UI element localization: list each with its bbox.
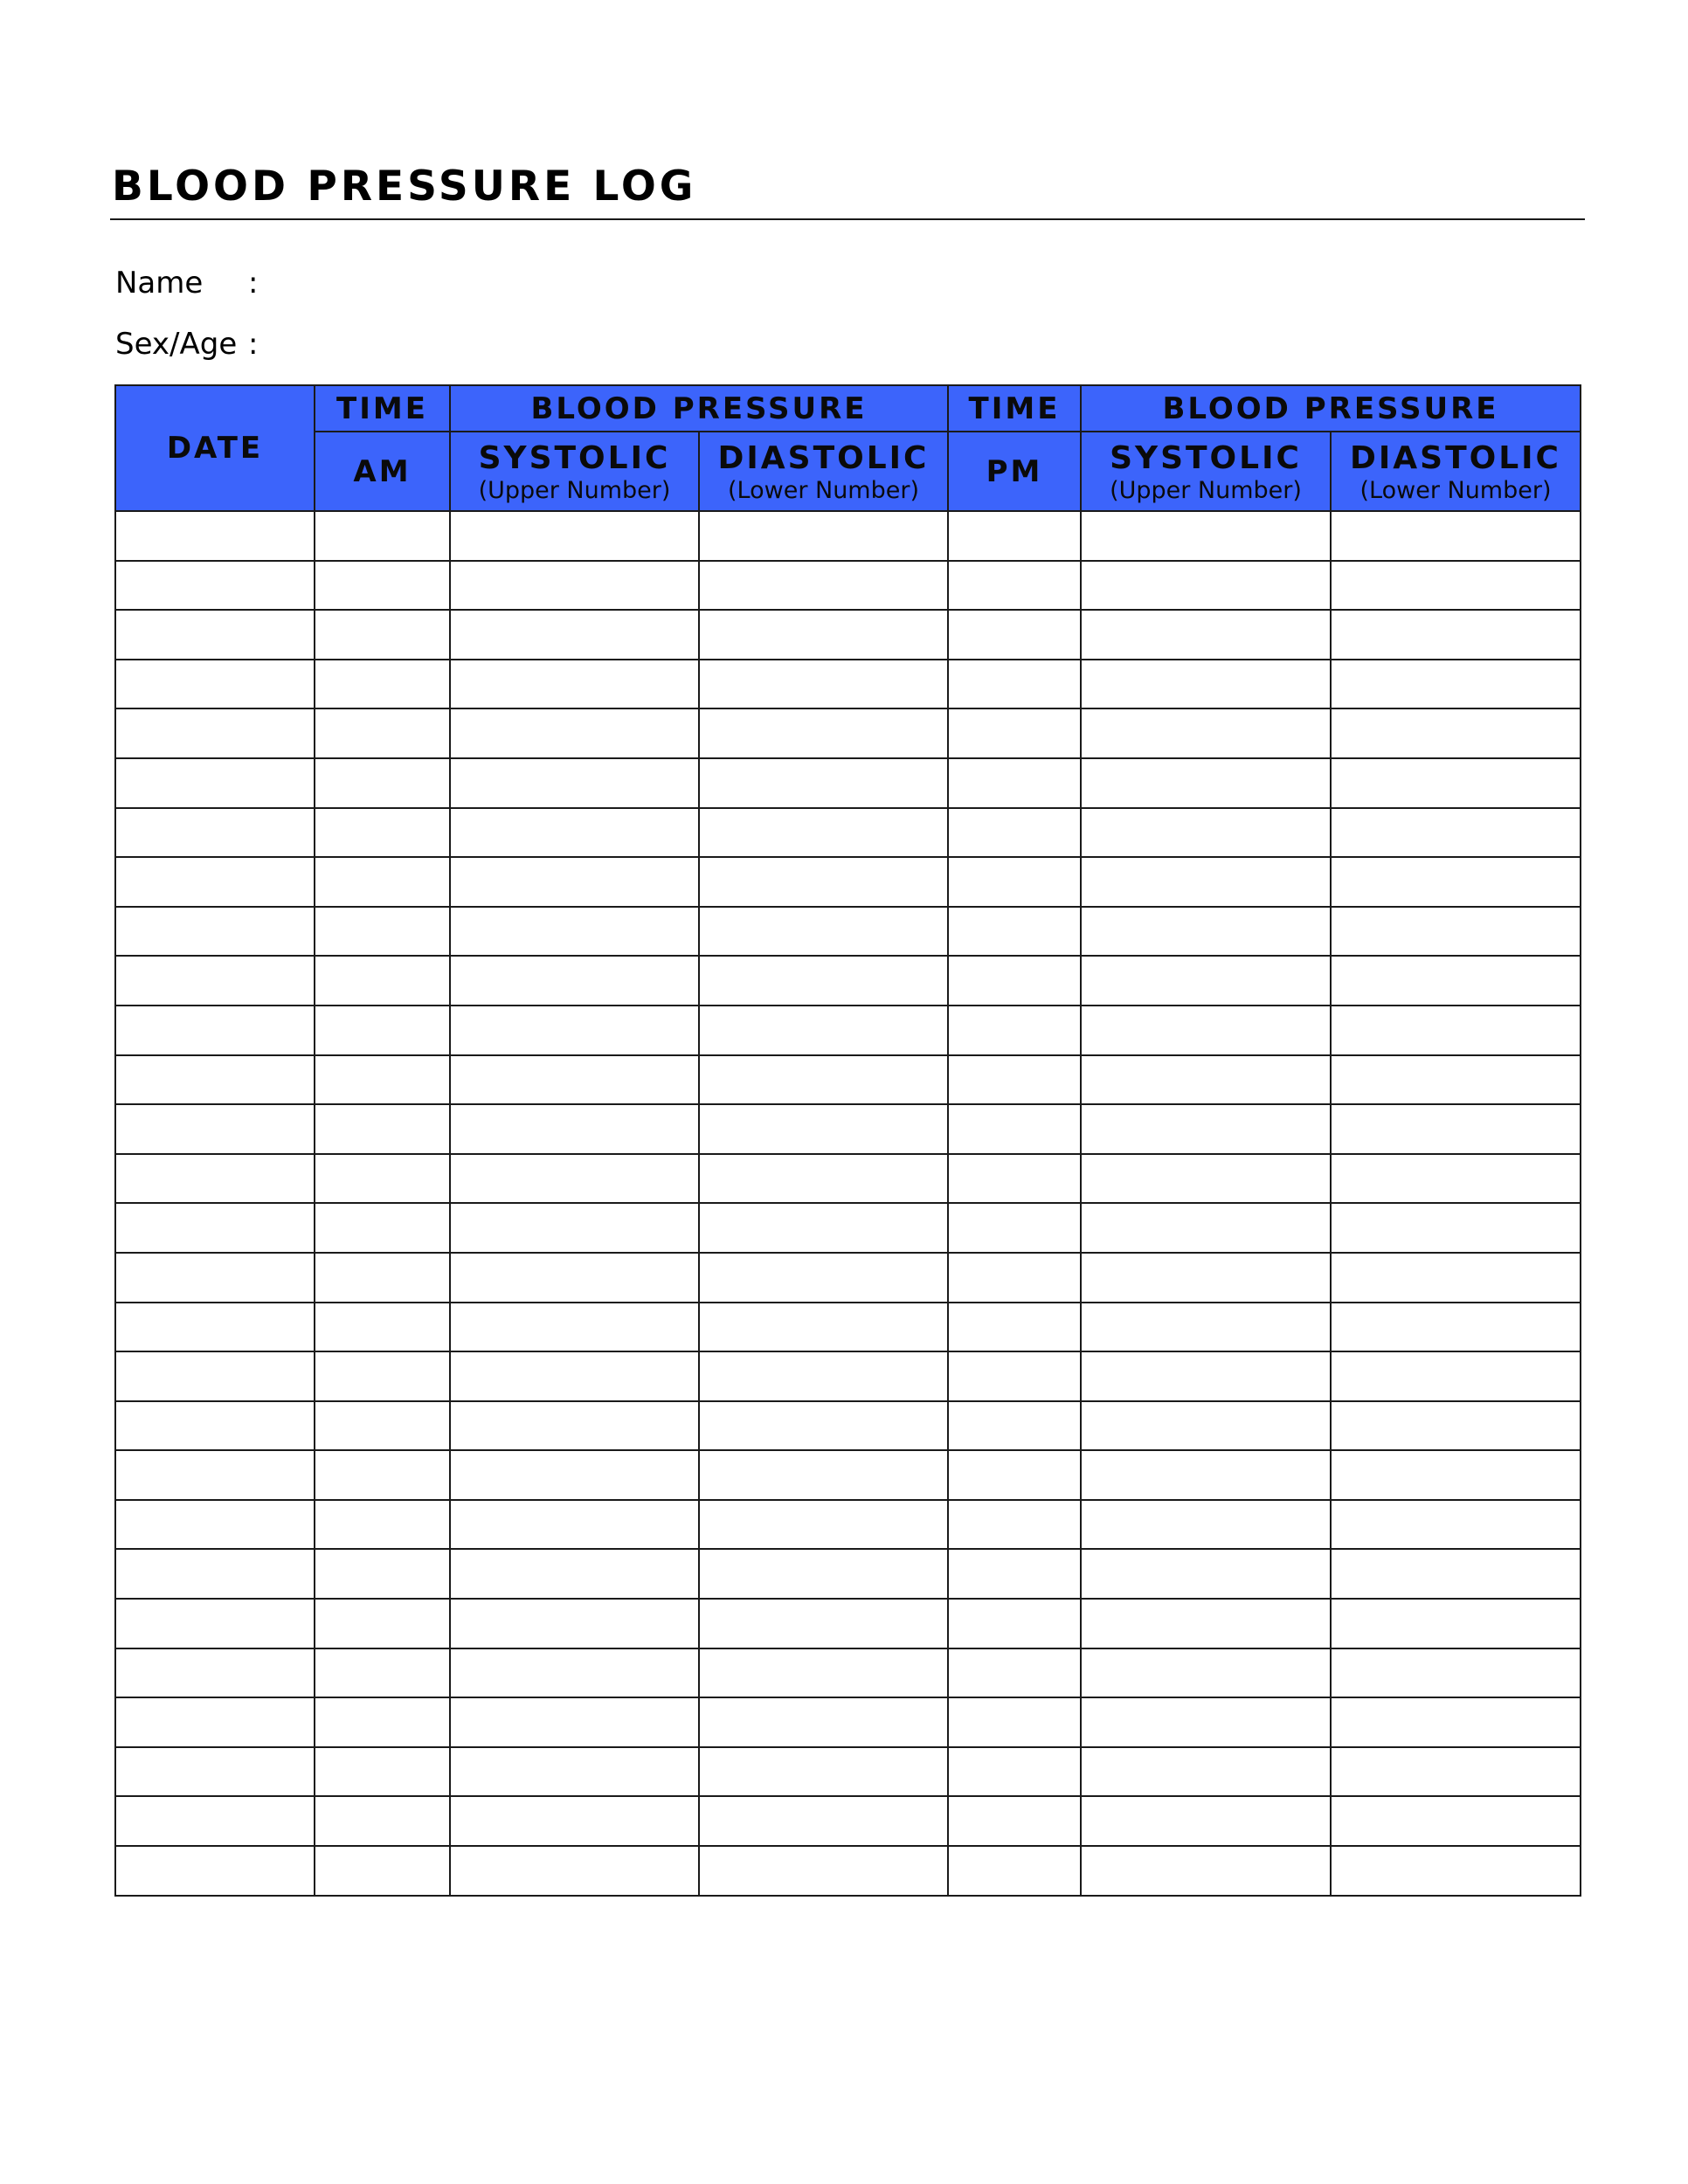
cell-am-systolic[interactable] bbox=[450, 808, 699, 858]
cell-pm-time[interactable] bbox=[948, 1401, 1081, 1451]
header-time-pm: TIME bbox=[948, 385, 1081, 432]
cell-pm-diastolic[interactable] bbox=[1331, 1303, 1581, 1352]
cell-am-time[interactable] bbox=[315, 1104, 450, 1154]
cell-date[interactable] bbox=[115, 1796, 315, 1846]
cell-am-time[interactable] bbox=[315, 708, 450, 758]
cell-date[interactable] bbox=[115, 1351, 315, 1401]
cell-pm-systolic[interactable] bbox=[1081, 1747, 1331, 1797]
sex-age-label: Sex/Age bbox=[115, 327, 238, 362]
cell-pm-systolic[interactable] bbox=[1081, 610, 1331, 660]
cell-am-time[interactable] bbox=[315, 1006, 450, 1055]
table-row bbox=[115, 1796, 1581, 1846]
cell-am-diastolic[interactable] bbox=[699, 808, 948, 858]
cell-am-time[interactable] bbox=[315, 1303, 450, 1352]
cell-pm-time[interactable] bbox=[948, 1599, 1081, 1648]
table-header bbox=[115, 385, 1581, 511]
cell-pm-time[interactable] bbox=[948, 1253, 1081, 1303]
cell-am-systolic[interactable] bbox=[450, 1796, 699, 1846]
cell-date[interactable] bbox=[115, 561, 315, 611]
cell-pm-diastolic[interactable] bbox=[1331, 956, 1581, 1006]
cell-date[interactable] bbox=[115, 708, 315, 758]
cell-am-systolic[interactable] bbox=[450, 1401, 699, 1451]
table-row bbox=[115, 1154, 1581, 1204]
table-row bbox=[115, 660, 1581, 709]
cell-am-time[interactable] bbox=[315, 1549, 450, 1599]
cell-date[interactable] bbox=[115, 956, 315, 1006]
cell-date[interactable] bbox=[115, 1549, 315, 1599]
cell-pm-diastolic[interactable] bbox=[1331, 1796, 1581, 1846]
cell-pm-systolic[interactable] bbox=[1081, 1351, 1331, 1401]
cell-date[interactable] bbox=[115, 907, 315, 957]
cell-am-diastolic[interactable] bbox=[699, 1450, 948, 1500]
cell-pm-time[interactable] bbox=[948, 1747, 1081, 1797]
cell-date[interactable] bbox=[115, 1303, 315, 1352]
cell-am-time[interactable] bbox=[315, 1351, 450, 1401]
blood-pressure-table bbox=[114, 384, 1581, 1897]
cell-date[interactable] bbox=[115, 1154, 315, 1204]
diastolic-note: (Lower Number) bbox=[728, 476, 919, 504]
cell-pm-systolic[interactable] bbox=[1081, 808, 1331, 858]
cell-am-diastolic[interactable] bbox=[699, 1697, 948, 1747]
cell-pm-diastolic[interactable] bbox=[1331, 660, 1581, 709]
cell-am-time[interactable] bbox=[315, 1747, 450, 1797]
table-row bbox=[115, 708, 1581, 758]
cell-am-systolic[interactable] bbox=[450, 956, 699, 1006]
cell-pm-systolic[interactable] bbox=[1081, 1500, 1331, 1550]
cell-am-diastolic[interactable] bbox=[699, 1401, 948, 1451]
cell-am-diastolic[interactable] bbox=[699, 1599, 948, 1648]
cell-am-time[interactable] bbox=[315, 907, 450, 957]
cell-pm-diastolic[interactable] bbox=[1331, 1500, 1581, 1550]
cell-pm-systolic[interactable] bbox=[1081, 708, 1331, 758]
header-date: DATE bbox=[115, 385, 315, 511]
cell-pm-time[interactable] bbox=[948, 1055, 1081, 1105]
cell-pm-diastolic[interactable] bbox=[1331, 808, 1581, 858]
cell-pm-diastolic[interactable] bbox=[1331, 511, 1581, 561]
cell-am-time[interactable] bbox=[315, 1500, 450, 1550]
cell-am-systolic[interactable] bbox=[450, 1450, 699, 1500]
cell-am-diastolic[interactable] bbox=[699, 956, 948, 1006]
cell-am-diastolic[interactable] bbox=[699, 857, 948, 907]
cell-pm-time[interactable] bbox=[948, 1104, 1081, 1154]
cell-pm-diastolic[interactable] bbox=[1331, 1253, 1581, 1303]
cell-am-diastolic[interactable] bbox=[699, 1500, 948, 1550]
cell-pm-diastolic[interactable] bbox=[1331, 1006, 1581, 1055]
cell-am-time[interactable] bbox=[315, 1253, 450, 1303]
cell-pm-systolic[interactable] bbox=[1081, 1055, 1331, 1105]
cell-pm-diastolic[interactable] bbox=[1331, 1450, 1581, 1500]
cell-pm-diastolic[interactable] bbox=[1331, 1599, 1581, 1648]
cell-pm-diastolic[interactable] bbox=[1331, 561, 1581, 611]
systolic-label: SYSTOLIC bbox=[478, 439, 671, 476]
cell-pm-time[interactable] bbox=[948, 1303, 1081, 1352]
cell-pm-systolic[interactable] bbox=[1081, 1846, 1331, 1896]
cell-pm-time[interactable] bbox=[948, 1450, 1081, 1500]
cell-am-diastolic[interactable] bbox=[699, 1747, 948, 1797]
cell-date[interactable] bbox=[115, 1253, 315, 1303]
cell-pm-time[interactable] bbox=[948, 758, 1081, 808]
cell-am-time[interactable] bbox=[315, 511, 450, 561]
cell-am-systolic[interactable] bbox=[450, 907, 699, 957]
cell-am-systolic[interactable] bbox=[450, 660, 699, 709]
header-diastolic-am bbox=[699, 432, 948, 511]
header-systolic-am bbox=[450, 432, 699, 511]
cell-am-diastolic[interactable] bbox=[699, 708, 948, 758]
cell-am-time[interactable] bbox=[315, 1846, 450, 1896]
cell-pm-diastolic[interactable] bbox=[1331, 610, 1581, 660]
cell-am-systolic[interactable] bbox=[450, 1055, 699, 1105]
systolic-note: (Upper Number) bbox=[478, 476, 671, 504]
cell-am-time[interactable] bbox=[315, 956, 450, 1006]
header-blood-pressure-am: BLOOD PRESSURE bbox=[450, 385, 948, 432]
header-time-am: TIME bbox=[315, 385, 450, 432]
table-row bbox=[115, 1450, 1581, 1500]
cell-date[interactable] bbox=[115, 1450, 315, 1500]
header-row-2 bbox=[115, 432, 1581, 511]
cell-am-time[interactable] bbox=[315, 1055, 450, 1105]
cell-am-systolic[interactable] bbox=[450, 610, 699, 660]
cell-pm-time[interactable] bbox=[948, 610, 1081, 660]
cell-pm-systolic[interactable] bbox=[1081, 1450, 1331, 1500]
cell-pm-time[interactable] bbox=[948, 808, 1081, 858]
cell-date[interactable] bbox=[115, 1203, 315, 1253]
cell-pm-time[interactable] bbox=[948, 1549, 1081, 1599]
systolic-note: (Upper Number) bbox=[1110, 476, 1302, 504]
cell-pm-diastolic[interactable] bbox=[1331, 1846, 1581, 1896]
cell-am-diastolic[interactable] bbox=[699, 1253, 948, 1303]
cell-am-systolic[interactable] bbox=[450, 1747, 699, 1797]
table-row bbox=[115, 1846, 1581, 1896]
cell-pm-systolic[interactable] bbox=[1081, 1697, 1331, 1747]
name-colon: : bbox=[248, 266, 259, 301]
cell-am-systolic[interactable] bbox=[450, 857, 699, 907]
cell-am-diastolic[interactable] bbox=[699, 1648, 948, 1698]
cell-pm-time[interactable] bbox=[948, 857, 1081, 907]
cell-am-diastolic[interactable] bbox=[699, 1303, 948, 1352]
cell-pm-diastolic[interactable] bbox=[1331, 857, 1581, 907]
cell-pm-systolic[interactable] bbox=[1081, 1253, 1331, 1303]
cell-date[interactable] bbox=[115, 857, 315, 907]
cell-date[interactable] bbox=[115, 1006, 315, 1055]
cell-pm-systolic[interactable] bbox=[1081, 1648, 1331, 1698]
cell-pm-time[interactable] bbox=[948, 907, 1081, 957]
cell-pm-diastolic[interactable] bbox=[1331, 1351, 1581, 1401]
cell-pm-systolic[interactable] bbox=[1081, 758, 1331, 808]
cell-am-time[interactable] bbox=[315, 1203, 450, 1253]
cell-am-systolic[interactable] bbox=[450, 1648, 699, 1698]
cell-am-diastolic[interactable] bbox=[699, 1203, 948, 1253]
diastolic-label: DIASTOLIC bbox=[717, 439, 930, 476]
table-row bbox=[115, 956, 1581, 1006]
cell-pm-time[interactable] bbox=[948, 1006, 1081, 1055]
header-systolic-pm bbox=[1081, 432, 1331, 511]
cell-am-time[interactable] bbox=[315, 1796, 450, 1846]
cell-am-time[interactable] bbox=[315, 1401, 450, 1451]
cell-am-time[interactable] bbox=[315, 758, 450, 808]
cell-am-time[interactable] bbox=[315, 857, 450, 907]
cell-pm-diastolic[interactable] bbox=[1331, 1401, 1581, 1451]
cell-pm-diastolic[interactable] bbox=[1331, 1203, 1581, 1253]
cell-pm-systolic[interactable] bbox=[1081, 1104, 1331, 1154]
cell-am-time[interactable] bbox=[315, 1599, 450, 1648]
table-row bbox=[115, 1006, 1581, 1055]
cell-am-time[interactable] bbox=[315, 808, 450, 858]
cell-pm-systolic[interactable] bbox=[1081, 1006, 1331, 1055]
name-label: Name bbox=[115, 266, 204, 301]
cell-pm-diastolic[interactable] bbox=[1331, 1154, 1581, 1204]
cell-am-diastolic[interactable] bbox=[699, 1055, 948, 1105]
cell-am-systolic[interactable] bbox=[450, 1846, 699, 1896]
cell-am-diastolic[interactable] bbox=[699, 511, 948, 561]
cell-pm-time[interactable] bbox=[948, 511, 1081, 561]
cell-pm-time[interactable] bbox=[948, 1697, 1081, 1747]
cell-pm-time[interactable] bbox=[948, 1846, 1081, 1896]
cell-pm-time[interactable] bbox=[948, 561, 1081, 611]
header-am: AM bbox=[315, 432, 450, 511]
cell-date[interactable] bbox=[115, 610, 315, 660]
cell-am-diastolic[interactable] bbox=[699, 758, 948, 808]
table-row bbox=[115, 1253, 1581, 1303]
table-row bbox=[115, 907, 1581, 957]
cell-pm-systolic[interactable] bbox=[1081, 1303, 1331, 1352]
cell-am-diastolic[interactable] bbox=[699, 660, 948, 709]
cell-pm-diastolic[interactable] bbox=[1331, 907, 1581, 957]
cell-pm-systolic[interactable] bbox=[1081, 1599, 1331, 1648]
header-pm: PM bbox=[948, 432, 1081, 511]
cell-date[interactable] bbox=[115, 1599, 315, 1648]
table-row bbox=[115, 1401, 1581, 1451]
cell-date[interactable] bbox=[115, 1401, 315, 1451]
cell-pm-time[interactable] bbox=[948, 956, 1081, 1006]
cell-am-time[interactable] bbox=[315, 660, 450, 709]
cell-pm-time[interactable] bbox=[948, 1351, 1081, 1401]
diastolic-label: DIASTOLIC bbox=[1350, 439, 1561, 476]
table-row bbox=[115, 808, 1581, 858]
table-row bbox=[115, 1697, 1581, 1747]
cell-am-systolic[interactable] bbox=[450, 1154, 699, 1204]
table-row bbox=[115, 1747, 1581, 1797]
cell-pm-diastolic[interactable] bbox=[1331, 708, 1581, 758]
cell-date[interactable] bbox=[115, 1104, 315, 1154]
table-row bbox=[115, 1055, 1581, 1105]
sex-age-colon: : bbox=[248, 327, 259, 362]
table-row bbox=[115, 1104, 1581, 1154]
cell-am-time[interactable] bbox=[315, 1648, 450, 1698]
cell-pm-time[interactable] bbox=[948, 1203, 1081, 1253]
cell-date[interactable] bbox=[115, 511, 315, 561]
cell-pm-diastolic[interactable] bbox=[1331, 1549, 1581, 1599]
cell-pm-time[interactable] bbox=[948, 1796, 1081, 1846]
cell-pm-time[interactable] bbox=[948, 1154, 1081, 1204]
table-row bbox=[115, 610, 1581, 660]
cell-am-time[interactable] bbox=[315, 561, 450, 611]
cell-date[interactable] bbox=[115, 1055, 315, 1105]
header-row-1 bbox=[115, 385, 1581, 432]
header-diastolic-pm bbox=[1331, 432, 1581, 511]
table-row bbox=[115, 1203, 1581, 1253]
cell-pm-systolic[interactable] bbox=[1081, 511, 1331, 561]
table-row bbox=[115, 1648, 1581, 1698]
title-underline bbox=[110, 218, 1585, 220]
cell-pm-diastolic[interactable] bbox=[1331, 1055, 1581, 1105]
cell-am-systolic[interactable] bbox=[450, 561, 699, 611]
table-row bbox=[115, 1303, 1581, 1352]
cell-am-systolic[interactable] bbox=[450, 1253, 699, 1303]
cell-am-systolic[interactable] bbox=[450, 1006, 699, 1055]
cell-date[interactable] bbox=[115, 660, 315, 709]
cell-pm-systolic[interactable] bbox=[1081, 857, 1331, 907]
cell-am-diastolic[interactable] bbox=[699, 1549, 948, 1599]
cell-am-systolic[interactable] bbox=[450, 1203, 699, 1253]
name-field bbox=[115, 264, 259, 302]
table-row bbox=[115, 857, 1581, 907]
cell-pm-diastolic[interactable] bbox=[1331, 1648, 1581, 1698]
cell-pm-systolic[interactable] bbox=[1081, 1796, 1331, 1846]
cell-am-diastolic[interactable] bbox=[699, 1351, 948, 1401]
cell-am-diastolic[interactable] bbox=[699, 1006, 948, 1055]
cell-date[interactable] bbox=[115, 1500, 315, 1550]
cell-date[interactable] bbox=[115, 808, 315, 858]
cell-pm-systolic[interactable] bbox=[1081, 1401, 1331, 1451]
cell-pm-systolic[interactable] bbox=[1081, 561, 1331, 611]
sex-age-field bbox=[115, 325, 259, 363]
cell-am-diastolic[interactable] bbox=[699, 1104, 948, 1154]
cell-am-systolic[interactable] bbox=[450, 1500, 699, 1550]
table-body bbox=[115, 511, 1581, 1896]
cell-date[interactable] bbox=[115, 1697, 315, 1747]
cell-pm-time[interactable] bbox=[948, 1648, 1081, 1698]
cell-pm-systolic[interactable] bbox=[1081, 1203, 1331, 1253]
cell-pm-time[interactable] bbox=[948, 1500, 1081, 1550]
table-row bbox=[115, 1549, 1581, 1599]
cell-am-systolic[interactable] bbox=[450, 1697, 699, 1747]
cell-date[interactable] bbox=[115, 758, 315, 808]
cell-pm-systolic[interactable] bbox=[1081, 1154, 1331, 1204]
cell-pm-systolic[interactable] bbox=[1081, 660, 1331, 709]
table-row bbox=[115, 1599, 1581, 1648]
table-row bbox=[115, 511, 1581, 561]
cell-am-time[interactable] bbox=[315, 610, 450, 660]
cell-am-systolic[interactable] bbox=[450, 1549, 699, 1599]
cell-date[interactable] bbox=[115, 1648, 315, 1698]
cell-pm-systolic[interactable] bbox=[1081, 907, 1331, 957]
cell-am-systolic[interactable] bbox=[450, 1303, 699, 1352]
cell-pm-systolic[interactable] bbox=[1081, 1549, 1331, 1599]
cell-pm-systolic[interactable] bbox=[1081, 956, 1331, 1006]
cell-date[interactable] bbox=[115, 1846, 315, 1896]
cell-am-systolic[interactable] bbox=[450, 708, 699, 758]
header-blood-pressure-pm: BLOOD PRESSURE bbox=[1081, 385, 1581, 432]
table-row bbox=[115, 1500, 1581, 1550]
table-row bbox=[115, 1351, 1581, 1401]
systolic-label: SYSTOLIC bbox=[1110, 439, 1302, 476]
cell-am-diastolic[interactable] bbox=[699, 907, 948, 957]
cell-am-diastolic[interactable] bbox=[699, 1154, 948, 1204]
cell-pm-time[interactable] bbox=[948, 708, 1081, 758]
cell-pm-diastolic[interactable] bbox=[1331, 758, 1581, 808]
cell-am-diastolic[interactable] bbox=[699, 561, 948, 611]
table-row bbox=[115, 561, 1581, 611]
cell-am-time[interactable] bbox=[315, 1154, 450, 1204]
cell-am-systolic[interactable] bbox=[450, 1599, 699, 1648]
diastolic-note: (Lower Number) bbox=[1359, 476, 1552, 504]
cell-pm-time[interactable] bbox=[948, 660, 1081, 709]
cell-am-systolic[interactable] bbox=[450, 1104, 699, 1154]
cell-am-systolic[interactable] bbox=[450, 758, 699, 808]
cell-am-time[interactable] bbox=[315, 1697, 450, 1747]
cell-date[interactable] bbox=[115, 1747, 315, 1797]
cell-am-time[interactable] bbox=[315, 1450, 450, 1500]
cell-am-diastolic[interactable] bbox=[699, 1846, 948, 1896]
cell-am-diastolic[interactable] bbox=[699, 1796, 948, 1846]
table-row bbox=[115, 758, 1581, 808]
cell-am-systolic[interactable] bbox=[450, 1351, 699, 1401]
cell-pm-diastolic[interactable] bbox=[1331, 1747, 1581, 1797]
cell-am-diastolic[interactable] bbox=[699, 610, 948, 660]
page-title: BLOOD PRESSURE LOG bbox=[112, 162, 697, 211]
cell-pm-diastolic[interactable] bbox=[1331, 1104, 1581, 1154]
cell-am-systolic[interactable] bbox=[450, 511, 699, 561]
cell-pm-diastolic[interactable] bbox=[1331, 1697, 1581, 1747]
